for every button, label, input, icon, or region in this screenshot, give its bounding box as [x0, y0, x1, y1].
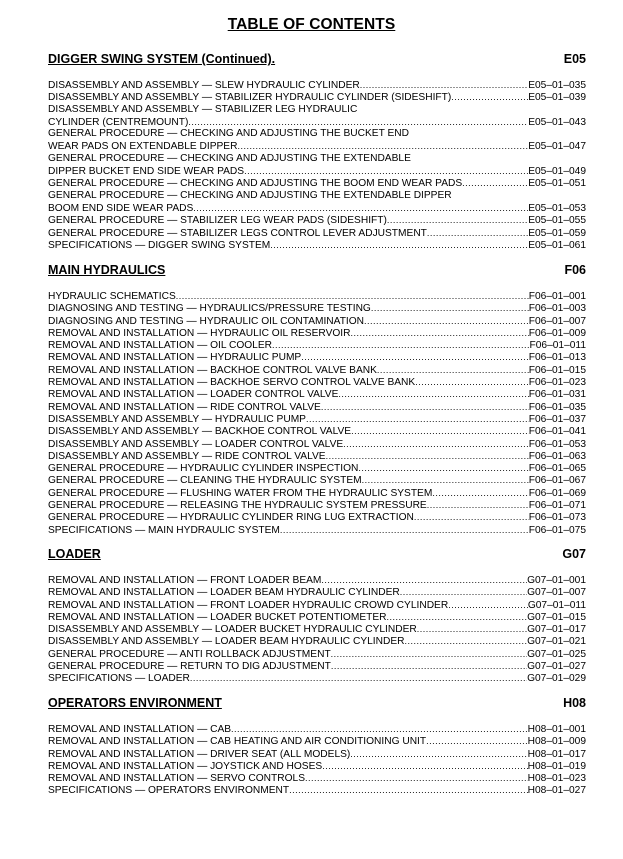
toc-entry: [48, 450, 586, 462]
entry-page-code: G07–01–007: [527, 587, 586, 599]
toc-entry: [48, 239, 586, 251]
section-title: LOADER: [48, 547, 101, 561]
entry-page-code: F06–01–075: [528, 524, 586, 536]
entry-page-code: H08–01–001: [527, 724, 586, 735]
entry-title: DISASSEMBLY AND ASSEMBLY — LOADER BEAM HYDRAULIC CYLINDER: [48, 636, 405, 648]
dot-leader: [371, 302, 529, 314]
entry-title: GENERAL PROCEDURE — CHECKING AND ADJUSTING THE BUCKET END: [48, 128, 409, 140]
entry-title: DISASSEMBLY AND ASSEMBLY — LOADER BUCKET HYDRAULIC CYLINDER: [48, 624, 417, 636]
dot-leader: [272, 339, 530, 351]
entry-page-code: E05–01–049: [528, 166, 586, 178]
entry-title: DISASSEMBLY AND ASSEMBLY — RIDE CONTROL VALVE: [48, 450, 326, 462]
toc-entry: [48, 672, 586, 684]
toc-entry: [48, 376, 586, 388]
entry-page-code: H08–01–027: [527, 785, 586, 797]
dot-leader: [462, 177, 528, 189]
dot-leader: [427, 499, 529, 511]
dot-leader: [321, 401, 529, 413]
toc-entry: [48, 635, 586, 647]
entry-page-code: F06–01–015: [528, 364, 586, 376]
dot-leader: [321, 574, 527, 586]
dot-leader: [350, 748, 527, 760]
entry-page-code: G07–01–017: [527, 624, 586, 636]
entry-title: GENERAL PROCEDURE — CHECKING AND ADJUSTING THE BOOM END WEAR PADS: [48, 178, 463, 190]
dot-leader: [231, 723, 528, 735]
entry-page-code: H08–01–023: [527, 773, 586, 785]
entry-title: REMOVAL AND INSTALLATION — JOYSTICK AND HOSES: [48, 760, 323, 772]
section-title: MAIN HYDRAULICS: [48, 263, 166, 277]
entry-page-code: F06–01–011: [529, 340, 586, 352]
entry-title: GENERAL PROCEDURE — CHECKING AND ADJUSTING THE EXTENDABLE: [48, 152, 411, 164]
entry-title: DISASSEMBLY AND ASSEMBLY — STABILIZER HYDRAULIC CYLINDER (SIDESHIFT): [48, 92, 452, 104]
dot-leader: [432, 487, 528, 499]
toc-entry: [48, 165, 586, 177]
toc-entry: [48, 499, 586, 511]
entry-title: REMOVAL AND INSTALLATION — DRIVER SEAT (ALL MODELS): [48, 748, 351, 760]
entry-page-code: E05–01–053: [528, 202, 586, 214]
entry-title: REMOVAL AND INSTALLATION — CAB: [48, 724, 232, 735]
entry-page-code: F06–01–063: [528, 450, 586, 462]
dot-leader: [427, 227, 528, 239]
entry-title: GENERAL PROCEDURE — ANTI ROLLBACK ADJUSTMENT: [48, 648, 331, 660]
entry-page-code: F06–01–009: [528, 327, 586, 339]
entry-page-code: F06–01–001: [528, 291, 586, 302]
section-header: [48, 696, 586, 712]
entry-page-code: F06–01–069: [528, 487, 586, 499]
toc-entry: [48, 364, 586, 376]
toc-entry: [48, 772, 586, 784]
entry-title: SPECIFICATIONS — DIGGER SWING SYSTEM: [48, 239, 271, 251]
entry-title: REMOVAL AND INSTALLATION — SERVO CONTROLS: [48, 773, 306, 785]
section-title: OPERATORS ENVIRONMENT: [48, 696, 222, 710]
toc-entry: [48, 401, 586, 413]
toc-entry: [48, 784, 586, 796]
toc-entry: [48, 79, 586, 91]
dot-leader: [322, 760, 527, 772]
toc-entry: [48, 735, 586, 747]
entry-title: REMOVAL AND INSTALLATION — HYDRAULIC PUMP: [48, 352, 302, 364]
dot-leader: [451, 91, 528, 103]
entry-title: SPECIFICATIONS — OPERATORS ENVIRONMENT: [48, 785, 290, 797]
entry-title: GENERAL PROCEDURE — RETURN TO DIG ADJUSTMENT: [48, 661, 331, 673]
entry-title: REMOVAL AND INSTALLATION — BACKHOE CONTROL VALVE BANK: [48, 364, 377, 376]
dot-leader: [188, 116, 528, 128]
entry-title: SPECIFICATIONS — LOADER: [48, 673, 190, 685]
entry-page-code: G07–01–001: [527, 575, 586, 586]
dot-leader: [280, 524, 529, 536]
entry-page-code: F06–01–041: [528, 426, 586, 438]
entry-page-code: E05–01–051: [528, 178, 586, 190]
toc-entry: [48, 227, 586, 239]
dot-leader: [289, 784, 528, 796]
toc-entry: [48, 190, 586, 202]
entry-page-code: G07–01–015: [527, 611, 586, 623]
entry-page-code: F06–01–003: [528, 303, 586, 315]
dot-leader: [237, 140, 528, 152]
toc-entry: [48, 153, 586, 165]
entry-page-code: E05–01–059: [528, 227, 586, 239]
entry-page-code: E05–01–043: [528, 116, 586, 128]
entry-list: [48, 79, 586, 251]
dot-leader: [414, 511, 529, 523]
entry-title: REMOVAL AND INSTALLATION — HYDRAULIC OIL RESERVOIR: [48, 327, 351, 339]
dot-leader: [404, 635, 527, 647]
dot-leader: [377, 364, 529, 376]
section-main-hydraulics: [48, 263, 586, 536]
entry-title: GENERAL PROCEDURE — STABILIZER LEGS CONTROL LEVER ADJUSTMENT: [48, 227, 427, 239]
entry-title: CYLINDER (CENTREMOUNT): [48, 116, 189, 128]
dot-leader: [270, 239, 528, 251]
entry-page-code: F06–01–071: [528, 500, 586, 512]
entry-title: GENERAL PROCEDURE — HYDRAULIC CYLINDER INSPECTION: [48, 463, 359, 475]
entry-page-code: E05–01–061: [528, 239, 586, 251]
entry-title: REMOVAL AND INSTALLATION — BACKHOE SERVO CONTROL VALVE BANK: [48, 377, 416, 389]
toc-entry: [48, 116, 586, 128]
entry-title: GENERAL PROCEDURE — HYDRAULIC CYLINDER RING LUG EXTRACTION: [48, 512, 414, 524]
entry-page-code: F06–01–067: [528, 475, 586, 487]
entry-page-code: H08–01–019: [527, 760, 586, 772]
entry-title: REMOVAL AND INSTALLATION — OIL COOLER: [48, 340, 272, 352]
dot-leader: [305, 772, 528, 784]
dot-leader: [364, 315, 529, 327]
section-code: F06: [564, 263, 586, 277]
toc-entry: [48, 388, 586, 400]
entry-list: [48, 574, 586, 685]
dot-leader: [387, 214, 528, 226]
entry-title: GENERAL PROCEDURE — CHECKING AND ADJUSTING THE EXTENDABLE DIPPER: [48, 189, 452, 201]
toc-entry: [48, 660, 586, 672]
section-code: G07: [562, 547, 586, 561]
entry-page-code: F06–01–031: [528, 389, 586, 401]
dot-leader: [351, 425, 529, 437]
entry-title: DISASSEMBLY AND ASSEMBLY — HYDRAULIC PUMP: [48, 413, 306, 425]
dot-leader: [350, 327, 528, 339]
entry-page-code: F06–01–013: [528, 352, 586, 364]
entry-title: DIPPER BUCKET END SIDE WEAR PADS: [48, 166, 245, 178]
dot-leader: [190, 672, 527, 684]
section-loader: [48, 547, 586, 685]
section-header: [48, 547, 586, 563]
toc-entry: [48, 462, 586, 474]
entry-title: DISASSEMBLY AND ASSEMBLY — BACKHOE CONTROL VALVE: [48, 426, 352, 438]
entry-title: SPECIFICATIONS — MAIN HYDRAULIC SYSTEM: [48, 524, 280, 536]
toc-entry: [48, 574, 586, 586]
toc-entry: [48, 202, 586, 214]
section-code: E05: [563, 52, 586, 66]
dot-leader: [426, 735, 528, 747]
toc-entry: [48, 104, 586, 116]
entry-title: GENERAL PROCEDURE — RELEASING THE HYDRAULIC SYSTEM PRESSURE: [48, 500, 427, 512]
dot-leader: [448, 599, 528, 611]
entry-page-code: F06–01–053: [528, 438, 586, 450]
section-operators-environment: [48, 696, 586, 797]
entry-page-code: G07–01–027: [527, 661, 586, 673]
section-title: DIGGER SWING SYSTEM (Continued).: [48, 52, 276, 66]
toc-entry: [48, 586, 586, 598]
toc-entry: [48, 128, 586, 140]
dot-leader: [360, 79, 528, 91]
toc-entry: [48, 327, 586, 339]
entry-title: DISASSEMBLY AND ASSEMBLY — STABILIZER LEG HYDRAULIC: [48, 103, 358, 115]
entry-title: DISASSEMBLY AND ASSEMBLY — SLEW HYDRAULIC CYLINDER: [48, 80, 360, 91]
entry-list: [48, 290, 586, 536]
toc-entry: [48, 760, 586, 772]
entry-page-code: G07–01–021: [527, 636, 586, 648]
dot-leader: [326, 450, 529, 462]
entry-page-code: E05–01–055: [528, 215, 586, 227]
entry-title: REMOVAL AND INSTALLATION — LOADER BEAM HYDRAULIC CYLINDER: [48, 587, 400, 599]
entry-page-code: F06–01–023: [528, 377, 586, 389]
entry-title: DISASSEMBLY AND ASSEMBLY — LOADER CONTROL VALVE: [48, 438, 344, 450]
dot-leader: [193, 202, 528, 214]
toc-entry: [48, 91, 586, 103]
toc-entry: [48, 611, 586, 623]
entry-list: [48, 723, 586, 797]
toc-entry: [48, 177, 586, 189]
dot-leader: [400, 586, 527, 598]
section-digger-swing-system: [48, 52, 586, 251]
entry-title: REMOVAL AND INSTALLATION — LOADER BUCKET POTENTIOMETER: [48, 611, 387, 623]
toc-entry: [48, 748, 586, 760]
entry-page-code: G07–01–025: [527, 648, 586, 660]
toc-entry: [48, 425, 586, 437]
toc-entry: [48, 474, 586, 486]
toc-entry: [48, 511, 586, 523]
entry-title: WEAR PADS ON EXTENDABLE DIPPER: [48, 141, 238, 153]
toc-entry: [48, 290, 586, 302]
entry-page-code: G07–01–011: [527, 599, 586, 611]
toc-entry: [48, 599, 586, 611]
section-header: [48, 263, 586, 279]
entry-page-code: F06–01–007: [528, 315, 586, 327]
entry-page-code: E05–01–039: [528, 92, 586, 104]
toc-entry: [48, 140, 586, 152]
toc-entry: [48, 623, 586, 635]
toc-entry: [48, 438, 586, 450]
dot-leader: [387, 611, 528, 623]
entry-title: REMOVAL AND INSTALLATION — FRONT LOADER HYDRAULIC CROWD CYLINDER: [48, 599, 449, 611]
entry-page-code: E05–01–035: [528, 80, 586, 91]
toc-entry: [48, 351, 586, 363]
toc-entry: [48, 315, 586, 327]
section-code: H08: [563, 696, 586, 710]
dot-leader: [244, 165, 528, 177]
toc-entry: [48, 648, 586, 660]
entry-title: REMOVAL AND INSTALLATION — RIDE CONTROL VALVE: [48, 401, 321, 413]
entry-page-code: F06–01–035: [528, 401, 586, 413]
toc-entry: [48, 524, 586, 536]
entry-title: GENERAL PROCEDURE — CLEANING THE HYDRAULIC SYSTEM: [48, 475, 362, 487]
entry-page-code: F06–01–073: [528, 512, 586, 524]
dot-leader: [358, 462, 528, 474]
dot-leader: [306, 413, 529, 425]
page-title: TABLE OF CONTENTS: [227, 16, 396, 33]
entry-title: HYDRAULIC SCHEMATICS: [48, 291, 176, 302]
entry-page-code: E05–01–047: [528, 141, 586, 153]
dot-leader: [362, 474, 529, 486]
dot-leader: [331, 648, 527, 660]
entry-title: REMOVAL AND INSTALLATION — FRONT LOADER BEAM: [48, 575, 322, 586]
toc-entry: [48, 339, 586, 351]
entry-title: DIAGNOSING AND TESTING — HYDRAULIC OIL CONTAMINATION: [48, 315, 365, 327]
toc-entry: [48, 487, 586, 499]
dot-leader: [417, 623, 527, 635]
dot-leader: [415, 376, 529, 388]
toc-entry: [48, 214, 586, 226]
dot-leader: [301, 351, 529, 363]
dot-leader: [331, 660, 527, 672]
entry-title: GENERAL PROCEDURE — STABILIZER LEG WEAR PADS (SIDESHIFT): [48, 215, 387, 227]
dot-leader: [338, 388, 528, 400]
entry-page-code: F06–01–065: [528, 463, 586, 475]
entry-title: GENERAL PROCEDURE — FLUSHING WATER FROM THE HYDRAULIC SYSTEM: [48, 487, 433, 499]
toc-entry: [48, 302, 586, 314]
entry-page-code: H08–01–009: [527, 736, 586, 748]
entry-title: DIAGNOSING AND TESTING — HYDRAULICS/PRESSURE TESTING: [48, 303, 371, 315]
section-header: [48, 52, 586, 68]
toc-entry: [48, 723, 586, 735]
dot-leader: [176, 290, 529, 302]
entry-page-code: F06–01–037: [528, 413, 586, 425]
entry-page-code: G07–01–029: [527, 673, 586, 685]
entry-title: REMOVAL AND INSTALLATION — CAB HEATING AND AIR CONDITIONING UNIT: [48, 736, 427, 748]
entry-title: REMOVAL AND INSTALLATION — LOADER CONTROL VALVE: [48, 389, 339, 401]
toc-entry: [48, 413, 586, 425]
dot-leader: [343, 438, 529, 450]
entry-page-code: H08–01–017: [527, 748, 586, 760]
entry-title: BOOM END SIDE WEAR PADS: [48, 202, 194, 214]
